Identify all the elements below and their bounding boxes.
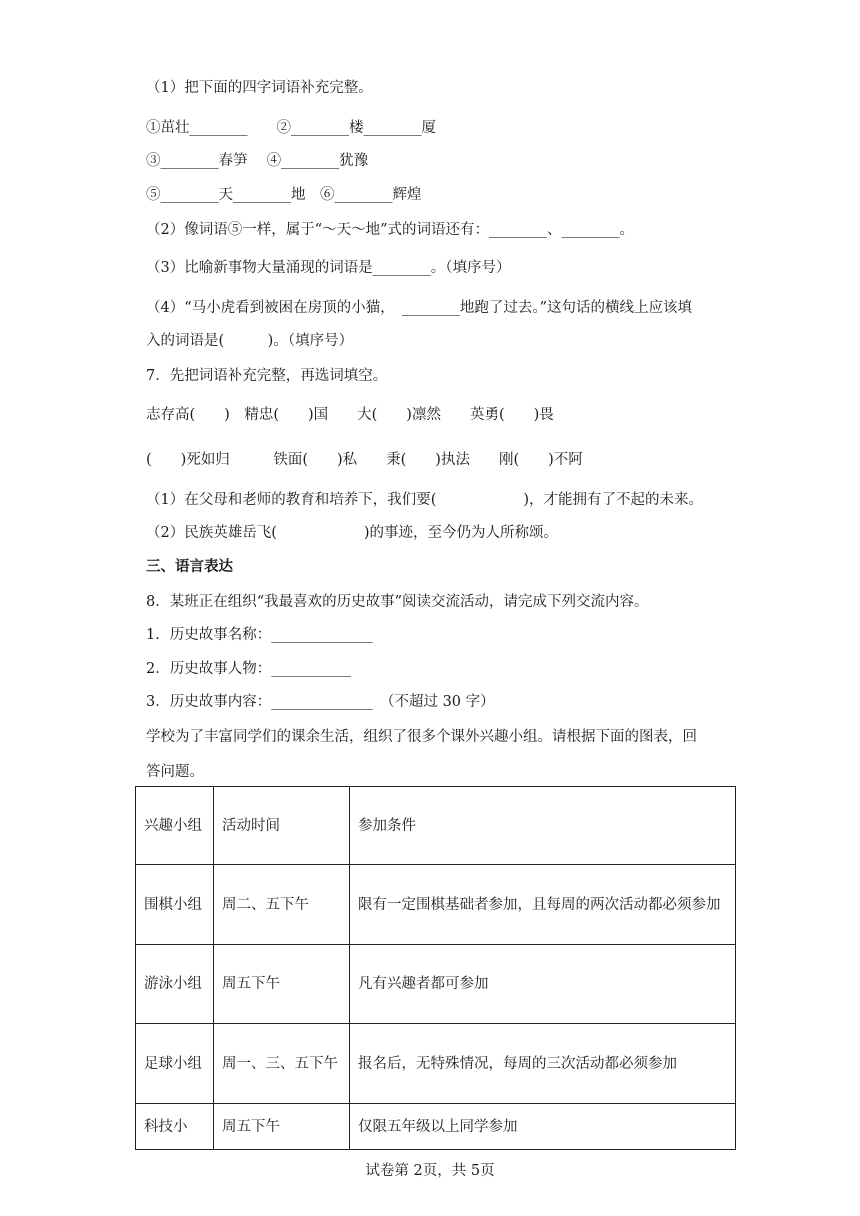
question-8-item1: 1．历史故事名称：______________ bbox=[146, 627, 373, 643]
table-row bbox=[136, 865, 736, 945]
question-7-sentence1: （1）在父母和老师的教育和培养下，我们要( )，才能拥有了不起的未来。 bbox=[146, 492, 704, 508]
condition-cell: 报名后，无特殊情况，每周的三次活动都必须参加 bbox=[350, 1024, 736, 1104]
time-cell: 周五下午 bbox=[214, 945, 350, 1024]
question-7: 7．先把词语补充完整，再选词填空。 bbox=[146, 368, 388, 384]
question-a4-line1: （4）“马小虎看到被困在房顶的小猫， ________地跑了过去。”这句话的横线上应该填 bbox=[146, 300, 693, 316]
interest-group-table bbox=[135, 786, 736, 1150]
condition-cell: 仅限五年级以上同学参加 bbox=[350, 1104, 736, 1150]
question-a1: （1）把下面的四字词语补充完整。 bbox=[146, 80, 373, 96]
table-row bbox=[136, 945, 736, 1024]
table-row bbox=[136, 1104, 736, 1150]
question-7-sentence2: （2）民族英雄岳飞( )的事迹，至今仍为人所称颂。 bbox=[146, 525, 559, 541]
table-row bbox=[136, 1024, 736, 1104]
question-a2: （2）像词语⑤一样，属于“～天～地”式的词语还有：________、________。 bbox=[146, 222, 635, 238]
question-8-item2: 2．历史故事人物：___________ bbox=[146, 661, 351, 677]
condition-cell: 限有一定围棋基础者参加，且每周的两次活动都必须参加 bbox=[350, 865, 736, 945]
group-cell: 围棋小组 bbox=[136, 865, 214, 945]
question-a1-row2: ③________春笋 ④________犹豫 bbox=[146, 153, 369, 169]
question-a3: （3）比喻新事物大量涌现的词语是________。（填序号） bbox=[146, 260, 511, 276]
condition-cell: 凡有兴趣者都可参加 bbox=[350, 945, 736, 1024]
group-cell: 游泳小组 bbox=[136, 945, 214, 1024]
question-a4-line2: 入的词语是( )。（填序号） bbox=[146, 333, 354, 349]
time-cell: 周一、三、五下午 bbox=[214, 1024, 350, 1104]
intro-line1: 学校为了丰富同学们的课余生活，组织了很多个课外兴趣小组。请根据下面的图表，回 bbox=[146, 729, 697, 745]
header-cell: 兴趣小组 bbox=[136, 787, 214, 865]
table-header-row bbox=[136, 787, 736, 865]
question-7-row2: ( )死如归 铁面( )私 秉( )执法 刚( )不阿 bbox=[146, 452, 583, 468]
question-a1-row1: ①茁壮________ ②________楼________厦 bbox=[146, 120, 436, 136]
header-cell: 参加条件 bbox=[350, 787, 736, 865]
section-heading: 三、语言表达 bbox=[146, 558, 233, 575]
time-cell: 周五下午 bbox=[214, 1104, 350, 1150]
question-8: 8．某班正在组织“我最喜欢的历史故事”阅读交流活动，请完成下列交流内容。 bbox=[146, 594, 649, 610]
time-cell: 周二、五下午 bbox=[214, 865, 350, 945]
page-footer: 试卷第 2页，共 5页 bbox=[365, 1163, 495, 1179]
group-cell: 科技小 bbox=[136, 1104, 214, 1150]
header-cell: 活动时间 bbox=[214, 787, 350, 865]
intro-line2: 答问题。 bbox=[146, 764, 204, 780]
question-8-item3: 3．历史故事内容：______________ （不超过 30 字） bbox=[146, 694, 495, 710]
group-cell: 足球小组 bbox=[136, 1024, 214, 1104]
question-7-row1: 志存高( ) 精忠( )国 大( )凛然 英勇( )畏 bbox=[146, 407, 554, 423]
question-a1-row3: ⑤________天________地 ⑥________辉煌 bbox=[146, 187, 422, 203]
